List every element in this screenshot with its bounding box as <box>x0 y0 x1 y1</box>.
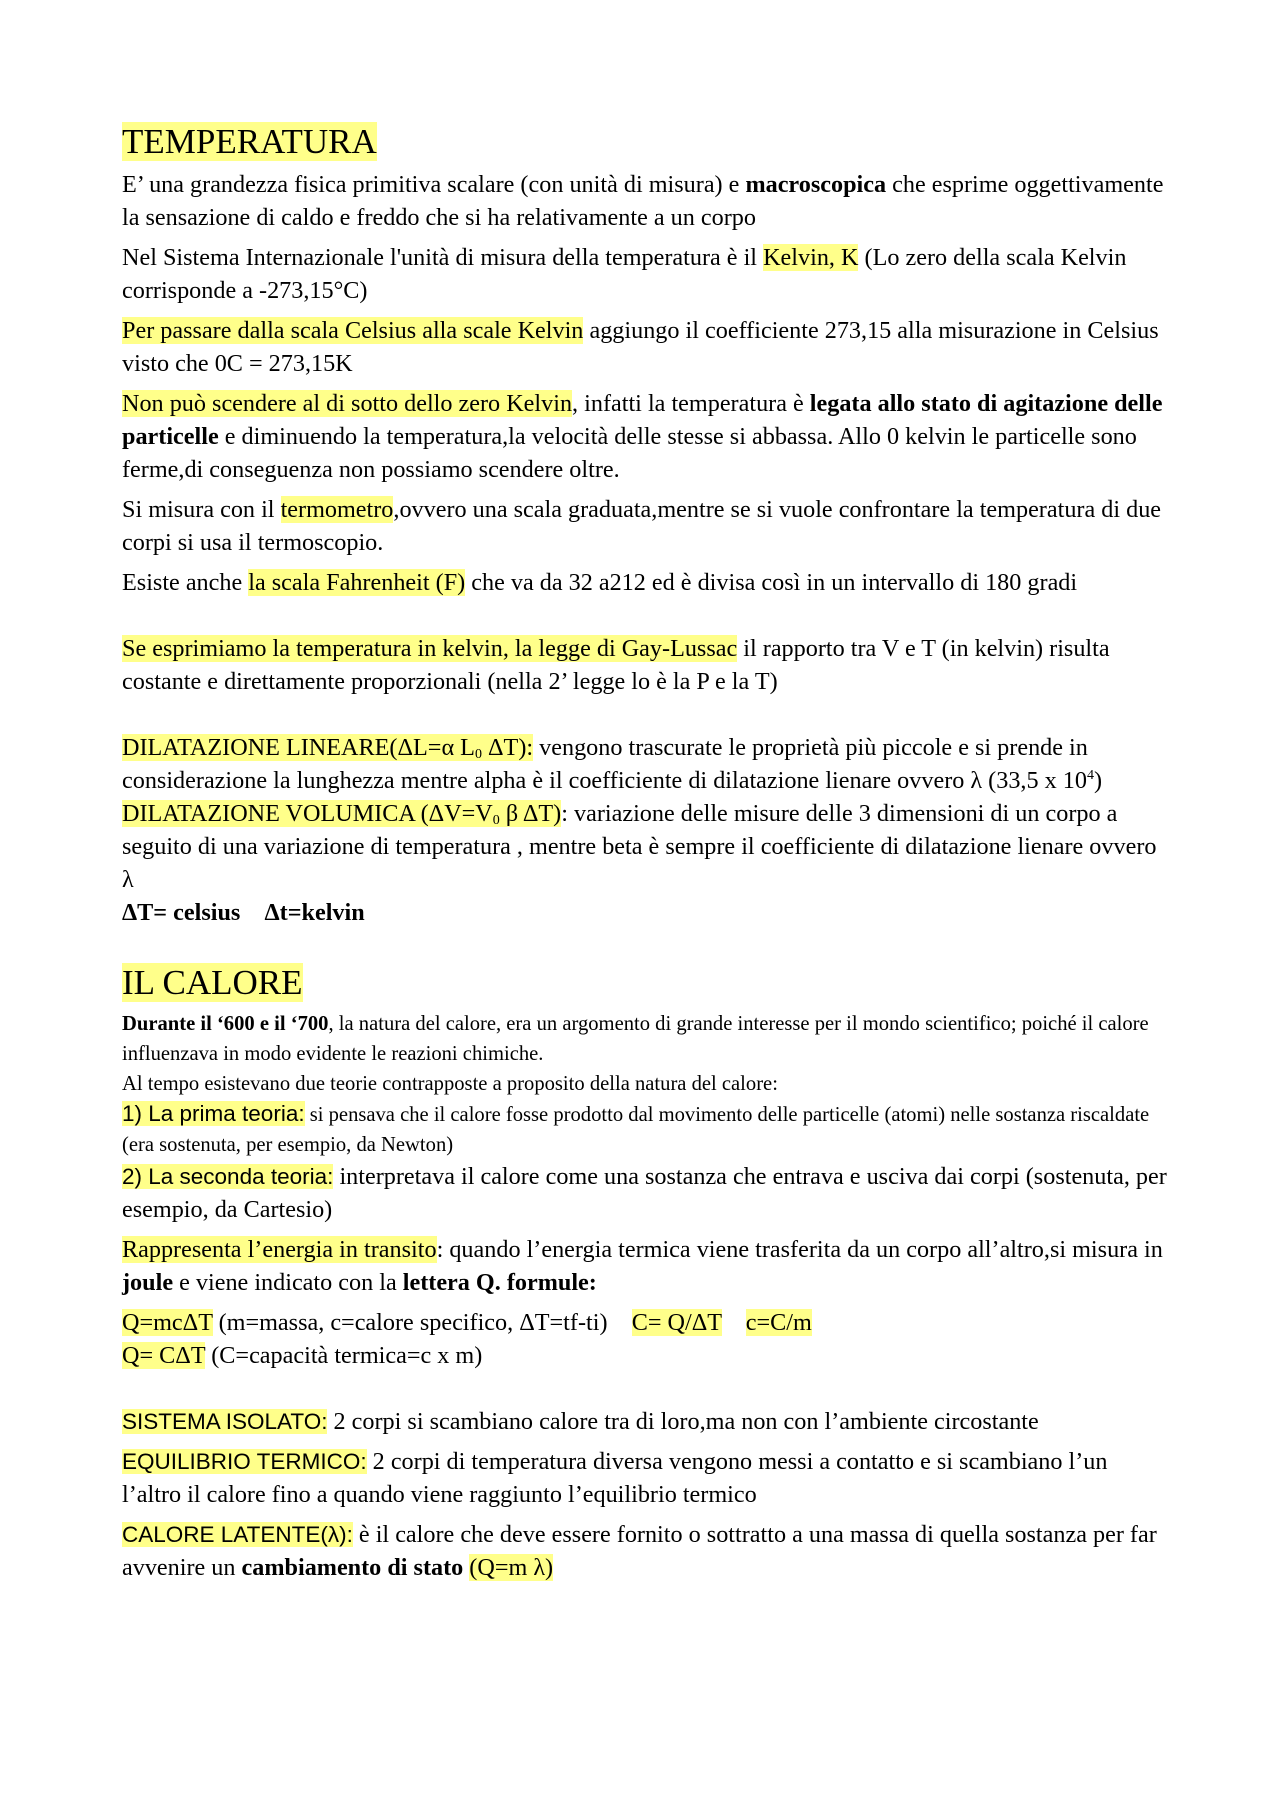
paragraph-dilatazione-lineare: DILATAZIONE LINEARE(ΔL=α $L_0$ ΔT): vengono trascurate le proprietà più piccole e si prende in considerazione la lunghezza mentre alpha è il coefficiente di dilatazione lienare ovvero λ (33,5 x $10^4$) <box>122 734 1102 794</box>
paragraph-storia: Durante il ‘600 e il ‘700, la natura del calore, era un argomento di grande interesse per il mondo scientifico; poiché il calore influenzava in modo evidente le reazioni chimiche. <box>122 1013 1149 1065</box>
paragraph-dilatazione-volumica: DILATAZIONE VOLUMICA ($\Delta V=V_0$ β ΔT): variazione delle misure delle 3 dimensioni di un corpo a seguito di una variazione di temperatura , mentre beta è sempre il coefficiente di dilatazione lienare ovvero λ <box>122 800 1157 893</box>
formula-line-2: Q= CΔT (C=capacità termica=c x m) <box>122 1342 483 1369</box>
document-page <box>122 120 1172 1584</box>
paragraph-si-unit: Nel Sistema Internazionale l'unità di misura della temperatura è il Kelvin, K (Lo zero della scala Kelvin corrisponde a -273,15°C) <box>122 244 1127 304</box>
paragraph-equilibrio-termico: EQUILIBRIO TERMICO: 2 corpi di temperatura diversa vengono messi a contatto e si scambiano l’un l’altro il calore fino a quando viene raggiunto l’equilibrio termico <box>122 1448 1108 1508</box>
section-title-calore: IL CALORE <box>122 963 303 1002</box>
paragraph-delta-note: ΔT= celsius Δt=kelvin <box>122 899 365 926</box>
formula-line-1: Q=mcΔT (m=massa, c=calore specifico, ΔT=tf-ti) C= Q/ΔT c=C/m <box>122 1309 812 1336</box>
paragraph-energia-transito: Rappresenta l’energia in transito: quando l’energia termica viene trasferita da un corpo all’altro,si misura in joule e viene indicato con la lettera Q. formule: <box>122 1236 1163 1296</box>
paragraph-zero-kelvin: Non può scendere al di sotto dello zero Kelvin, infatti la temperatura è legata allo stato di agitazione delle particelle e diminuendo la temperatura,la velocità delle stesse si abbassa. Allo 0 kelvin le particelle sono ferme,di conseguenza non possiamo scendere oltre. <box>122 390 1163 483</box>
paragraph-fahrenheit: Esiste anche la scala Fahrenheit (F) che va da 32 a212 ed è divisa così in un intervallo di 180 gradi <box>122 569 1078 596</box>
paragraph-termometro: Si misura con il termometro,ovvero una scala graduata,mentre se si vuole confrontare la temperatura di due corpi si usa il termoscopio. <box>122 496 1162 556</box>
paragraph-calore-latente: CALORE LATENTE(λ): è il calore che deve essere fornito o sottratto a una massa di quella sostanza per far avvenire un cambiamento di stato (Q=m λ) <box>122 1521 1157 1581</box>
paragraph-prima-teoria: 1) La prima teoria: si pensava che il calore fosse prodotto dal movimento delle particelle (atomi) nelle sostanza riscaldate (era sostenuta, per esempio, da Newton) <box>122 1101 1150 1156</box>
paragraph-gay-lussac: Se esprimiamo la temperatura in kelvin, la legge di Gay-Lussac il rapporto tra V e T (in kelvin) risulta costante e direttamente proporzionali (nella 2’ legge lo è la P e la T) <box>122 635 1110 695</box>
paragraph-seconda-teoria: 2) La seconda teoria: interpretava il calore come una sostanza che entrava e usciva dai corpi (sostenuta, per esempio, da Cartesio) <box>122 1163 1167 1223</box>
paragraph-celsius-kelvin: Per passare dalla scala Celsius alla scale Kelvin aggiungo il coefficiente 273,15 alla misurazione in Celsius visto che 0C = 273,15K <box>122 317 1159 377</box>
paragraph-definition: E’ una grandezza fisica primitiva scalare (con unità di misura) e macroscopica che esprime oggettivamente la sensazione di caldo e freddo che si ha relativamente a un corpo <box>122 171 1164 231</box>
paragraph-sistema-isolato: SISTEMA ISOLATO: 2 corpi si scambiano calore tra di loro,ma non con l’ambiente circostante <box>122 1408 1039 1435</box>
section-title-temperatura: TEMPERATURA <box>122 122 377 161</box>
paragraph-teorie: Al tempo esistevano due teorie contrapposte a proposito della natura del calore: <box>122 1073 778 1095</box>
